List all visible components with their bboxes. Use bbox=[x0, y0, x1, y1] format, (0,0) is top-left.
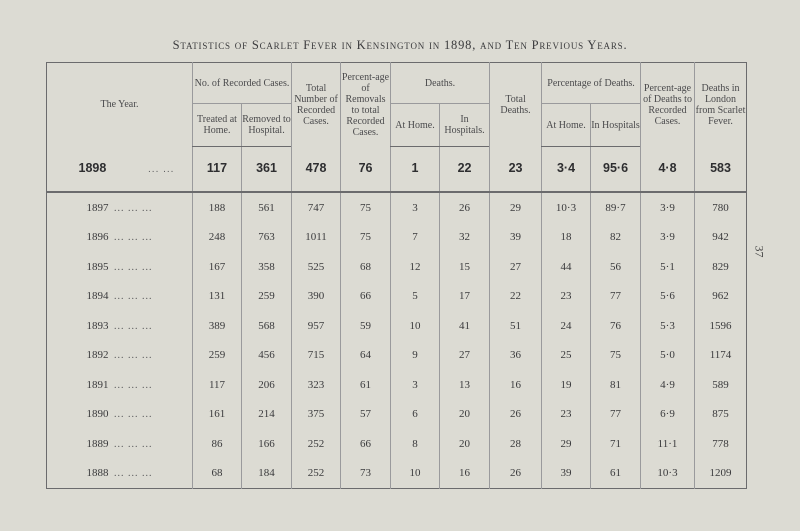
year-cell bbox=[47, 341, 193, 371]
removed-cell: 358 bbox=[242, 252, 292, 282]
header-recorded-cases: No. of Recorded Cases. bbox=[193, 63, 292, 104]
treated-cell: 259 bbox=[193, 341, 242, 371]
leader-dots: ... ... ... bbox=[114, 468, 153, 480]
leader-dots: ... ... ... bbox=[114, 350, 153, 362]
table-row bbox=[47, 370, 747, 400]
leader-dots: ... ... bbox=[148, 163, 175, 175]
header-deaths-at-home: At Home. bbox=[391, 104, 440, 147]
header-deaths: Deaths. bbox=[391, 63, 490, 104]
london-cell: 1596 bbox=[695, 311, 747, 341]
year-value: 1891 bbox=[86, 378, 109, 391]
deaths-home-cell: 6 bbox=[391, 400, 440, 430]
year-cell bbox=[47, 252, 193, 282]
removed-cell: 361 bbox=[242, 147, 292, 193]
pct-cases-cell: 11·1 bbox=[641, 429, 695, 459]
year-value: 1889 bbox=[86, 437, 109, 450]
year-cell bbox=[47, 223, 193, 253]
deaths-home-cell: 1 bbox=[391, 147, 440, 193]
pct-removals-cell: 61 bbox=[341, 370, 391, 400]
leader-dots: ... ... ... bbox=[114, 438, 153, 450]
deaths-hosp-cell: 22 bbox=[440, 147, 490, 193]
treated-cell: 389 bbox=[193, 311, 242, 341]
year-value: 1895 bbox=[86, 260, 109, 273]
deaths-home-cell: 3 bbox=[391, 192, 440, 223]
pct-home-cell: 19 bbox=[542, 370, 591, 400]
london-cell: 778 bbox=[695, 429, 747, 459]
pct-home-cell: 18 bbox=[542, 223, 591, 253]
pct-home-cell: 10·3 bbox=[542, 192, 591, 223]
removed-cell: 166 bbox=[242, 429, 292, 459]
table-row bbox=[47, 192, 747, 223]
deaths-home-cell: 10 bbox=[391, 459, 440, 489]
total-cell: 957 bbox=[292, 311, 341, 341]
deaths-hosp-cell: 20 bbox=[440, 400, 490, 430]
london-cell: 1174 bbox=[695, 341, 747, 371]
pct-hosp-cell: 76 bbox=[591, 311, 641, 341]
treated-cell: 117 bbox=[193, 147, 242, 193]
pct-removals-cell: 59 bbox=[341, 311, 391, 341]
pct-cases-cell: 5·1 bbox=[641, 252, 695, 282]
london-cell: 962 bbox=[695, 282, 747, 312]
pct-hosp-cell: 82 bbox=[591, 223, 641, 253]
table-row bbox=[47, 311, 747, 341]
total-deaths-cell: 29 bbox=[490, 192, 542, 223]
deaths-hosp-cell: 17 bbox=[440, 282, 490, 312]
total-deaths-cell: 51 bbox=[490, 311, 542, 341]
total-cell: 375 bbox=[292, 400, 341, 430]
pct-cases-cell: 5·0 bbox=[641, 341, 695, 371]
deaths-hosp-cell: 41 bbox=[440, 311, 490, 341]
year-cell bbox=[47, 370, 193, 400]
deaths-home-cell: 5 bbox=[391, 282, 440, 312]
table-row bbox=[47, 429, 747, 459]
total-cell: 323 bbox=[292, 370, 341, 400]
deaths-hosp-cell: 20 bbox=[440, 429, 490, 459]
treated-cell: 131 bbox=[193, 282, 242, 312]
total-cell: 390 bbox=[292, 282, 341, 312]
treated-cell: 248 bbox=[193, 223, 242, 253]
leader-dots: ... ... ... bbox=[114, 202, 153, 214]
table-title: Statistics of Scarlet Fever in Kensington in 1898, and Ten Previous Years. bbox=[172, 38, 628, 52]
pct-home-cell: 23 bbox=[542, 400, 591, 430]
total-cell: 252 bbox=[292, 429, 341, 459]
pct-cases-cell: 5·6 bbox=[641, 282, 695, 312]
pct-home-cell: 44 bbox=[542, 252, 591, 282]
year-cell bbox=[47, 400, 193, 430]
treated-cell: 117 bbox=[193, 370, 242, 400]
table-row bbox=[47, 252, 747, 282]
total-cell: 1011 bbox=[292, 223, 341, 253]
removed-cell: 214 bbox=[242, 400, 292, 430]
year-value: 1894 bbox=[86, 290, 109, 303]
deaths-home-cell: 3 bbox=[391, 370, 440, 400]
deaths-hosp-cell: 15 bbox=[440, 252, 490, 282]
header-treated-at-home: Treated at Home. bbox=[193, 104, 242, 147]
table-row bbox=[47, 400, 747, 430]
pct-removals-cell: 64 bbox=[341, 341, 391, 371]
total-deaths-cell: 26 bbox=[490, 400, 542, 430]
total-cell: 478 bbox=[292, 147, 341, 193]
leader-dots: ... ... ... bbox=[114, 232, 153, 244]
removed-cell: 259 bbox=[242, 282, 292, 312]
treated-cell: 86 bbox=[193, 429, 242, 459]
deaths-hosp-cell: 13 bbox=[440, 370, 490, 400]
header-percent-removals: Percent-age of Removals to total Recorded Cases. bbox=[341, 63, 391, 147]
statistics-table bbox=[46, 62, 747, 489]
london-cell: 942 bbox=[695, 223, 747, 253]
treated-cell: 68 bbox=[193, 459, 242, 489]
year-cell bbox=[47, 147, 193, 193]
header-percentage-deaths: Percentage of Deaths. bbox=[542, 63, 641, 104]
year-value: 1897 bbox=[86, 201, 109, 214]
pct-cases-cell: 3·9 bbox=[641, 223, 695, 253]
table-row bbox=[47, 341, 747, 371]
london-cell: 875 bbox=[695, 400, 747, 430]
header-deaths-in-hospitals: In Hospitals. bbox=[440, 104, 490, 147]
total-cell: 525 bbox=[292, 252, 341, 282]
year-cell bbox=[47, 311, 193, 341]
pct-removals-cell: 75 bbox=[341, 223, 391, 253]
table-row bbox=[47, 459, 747, 489]
pct-hosp-cell: 56 bbox=[591, 252, 641, 282]
total-deaths-cell: 39 bbox=[490, 223, 542, 253]
pct-home-cell: 24 bbox=[542, 311, 591, 341]
deaths-hosp-cell: 27 bbox=[440, 341, 490, 371]
pct-cases-cell: 3·9 bbox=[641, 192, 695, 223]
pct-removals-cell: 76 bbox=[341, 147, 391, 193]
deaths-hosp-cell: 26 bbox=[440, 192, 490, 223]
total-deaths-cell: 27 bbox=[490, 252, 542, 282]
pct-removals-cell: 66 bbox=[341, 282, 391, 312]
deaths-home-cell: 9 bbox=[391, 341, 440, 371]
pct-removals-cell: 75 bbox=[341, 192, 391, 223]
deaths-home-cell: 12 bbox=[391, 252, 440, 282]
pct-home-cell: 29 bbox=[542, 429, 591, 459]
table-row bbox=[47, 223, 747, 253]
london-cell: 1209 bbox=[695, 459, 747, 489]
treated-cell: 167 bbox=[193, 252, 242, 282]
treated-cell: 161 bbox=[193, 400, 242, 430]
removed-cell: 184 bbox=[242, 459, 292, 489]
leader-dots: ... ... ... bbox=[114, 261, 153, 273]
pct-hosp-cell: 71 bbox=[591, 429, 641, 459]
pct-hosp-cell: 95·6 bbox=[591, 147, 641, 193]
leader-dots: ... ... ... bbox=[114, 320, 153, 332]
pct-removals-cell: 57 bbox=[341, 400, 391, 430]
deaths-hosp-cell: 32 bbox=[440, 223, 490, 253]
pct-home-cell: 39 bbox=[542, 459, 591, 489]
deaths-home-cell: 7 bbox=[391, 223, 440, 253]
year-cell bbox=[47, 429, 193, 459]
total-deaths-cell: 23 bbox=[490, 147, 542, 193]
pct-cases-cell: 5·3 bbox=[641, 311, 695, 341]
pct-cases-cell: 10·3 bbox=[641, 459, 695, 489]
year-value: 1888 bbox=[86, 467, 109, 480]
table-row-highlight bbox=[47, 147, 747, 193]
pct-home-cell: 23 bbox=[542, 282, 591, 312]
year-value: 1898 bbox=[78, 160, 107, 175]
header-total-deaths: Total Deaths. bbox=[490, 63, 542, 147]
year-cell bbox=[47, 459, 193, 489]
removed-cell: 456 bbox=[242, 341, 292, 371]
pct-cases-cell: 6·9 bbox=[641, 400, 695, 430]
pct-cases-cell: 4·8 bbox=[641, 147, 695, 193]
pct-removals-cell: 66 bbox=[341, 429, 391, 459]
table-row bbox=[47, 282, 747, 312]
pct-removals-cell: 68 bbox=[341, 252, 391, 282]
pct-home-cell: 25 bbox=[542, 341, 591, 371]
leader-dots: ... ... ... bbox=[114, 291, 153, 303]
pct-hosp-cell: 77 bbox=[591, 400, 641, 430]
total-cell: 252 bbox=[292, 459, 341, 489]
total-deaths-cell: 22 bbox=[490, 282, 542, 312]
pct-removals-cell: 73 bbox=[341, 459, 391, 489]
deaths-home-cell: 8 bbox=[391, 429, 440, 459]
removed-cell: 561 bbox=[242, 192, 292, 223]
year-cell bbox=[47, 282, 193, 312]
total-deaths-cell: 28 bbox=[490, 429, 542, 459]
pct-cases-cell: 4·9 bbox=[641, 370, 695, 400]
year-cell bbox=[47, 192, 193, 223]
header-year: The Year. bbox=[100, 99, 139, 111]
removed-cell: 206 bbox=[242, 370, 292, 400]
total-deaths-cell: 16 bbox=[490, 370, 542, 400]
header-total-recorded: Total Number of Recorded Cases. bbox=[292, 63, 341, 147]
removed-cell: 763 bbox=[242, 223, 292, 253]
header-pct-deaths-to-cases: Percent-age of Deaths to Recorded Cases. bbox=[641, 63, 695, 147]
year-value: 1893 bbox=[86, 319, 109, 332]
year-value: 1890 bbox=[86, 408, 109, 421]
london-cell: 589 bbox=[695, 370, 747, 400]
treated-cell: 188 bbox=[193, 192, 242, 223]
header-london-deaths: Deaths in London from Scarlet Fever. bbox=[695, 63, 747, 147]
total-cell: 747 bbox=[292, 192, 341, 223]
pct-hosp-cell: 89·7 bbox=[591, 192, 641, 223]
leader-dots: ... ... ... bbox=[114, 379, 153, 391]
year-value: 1896 bbox=[86, 231, 109, 244]
deaths-home-cell: 10 bbox=[391, 311, 440, 341]
year-value: 1892 bbox=[86, 349, 109, 362]
total-cell: 715 bbox=[292, 341, 341, 371]
total-deaths-cell: 26 bbox=[490, 459, 542, 489]
pct-hosp-cell: 77 bbox=[591, 282, 641, 312]
pct-hosp-cell: 81 bbox=[591, 370, 641, 400]
header-pct-in-hospitals: In Hospitals bbox=[591, 104, 641, 147]
leader-dots: ... ... ... bbox=[114, 409, 153, 421]
london-cell: 829 bbox=[695, 252, 747, 282]
removed-cell: 568 bbox=[242, 311, 292, 341]
london-cell: 780 bbox=[695, 192, 747, 223]
header-pct-at-home: At Home. bbox=[542, 104, 591, 147]
london-cell: 583 bbox=[695, 147, 747, 193]
pct-hosp-cell: 61 bbox=[591, 459, 641, 489]
pct-home-cell: 3·4 bbox=[542, 147, 591, 193]
header-removed-to-hospital: Removed to Hospital. bbox=[242, 104, 292, 147]
deaths-hosp-cell: 16 bbox=[440, 459, 490, 489]
pct-hosp-cell: 75 bbox=[591, 341, 641, 371]
page-number: 37 bbox=[752, 245, 767, 258]
total-deaths-cell: 36 bbox=[490, 341, 542, 371]
